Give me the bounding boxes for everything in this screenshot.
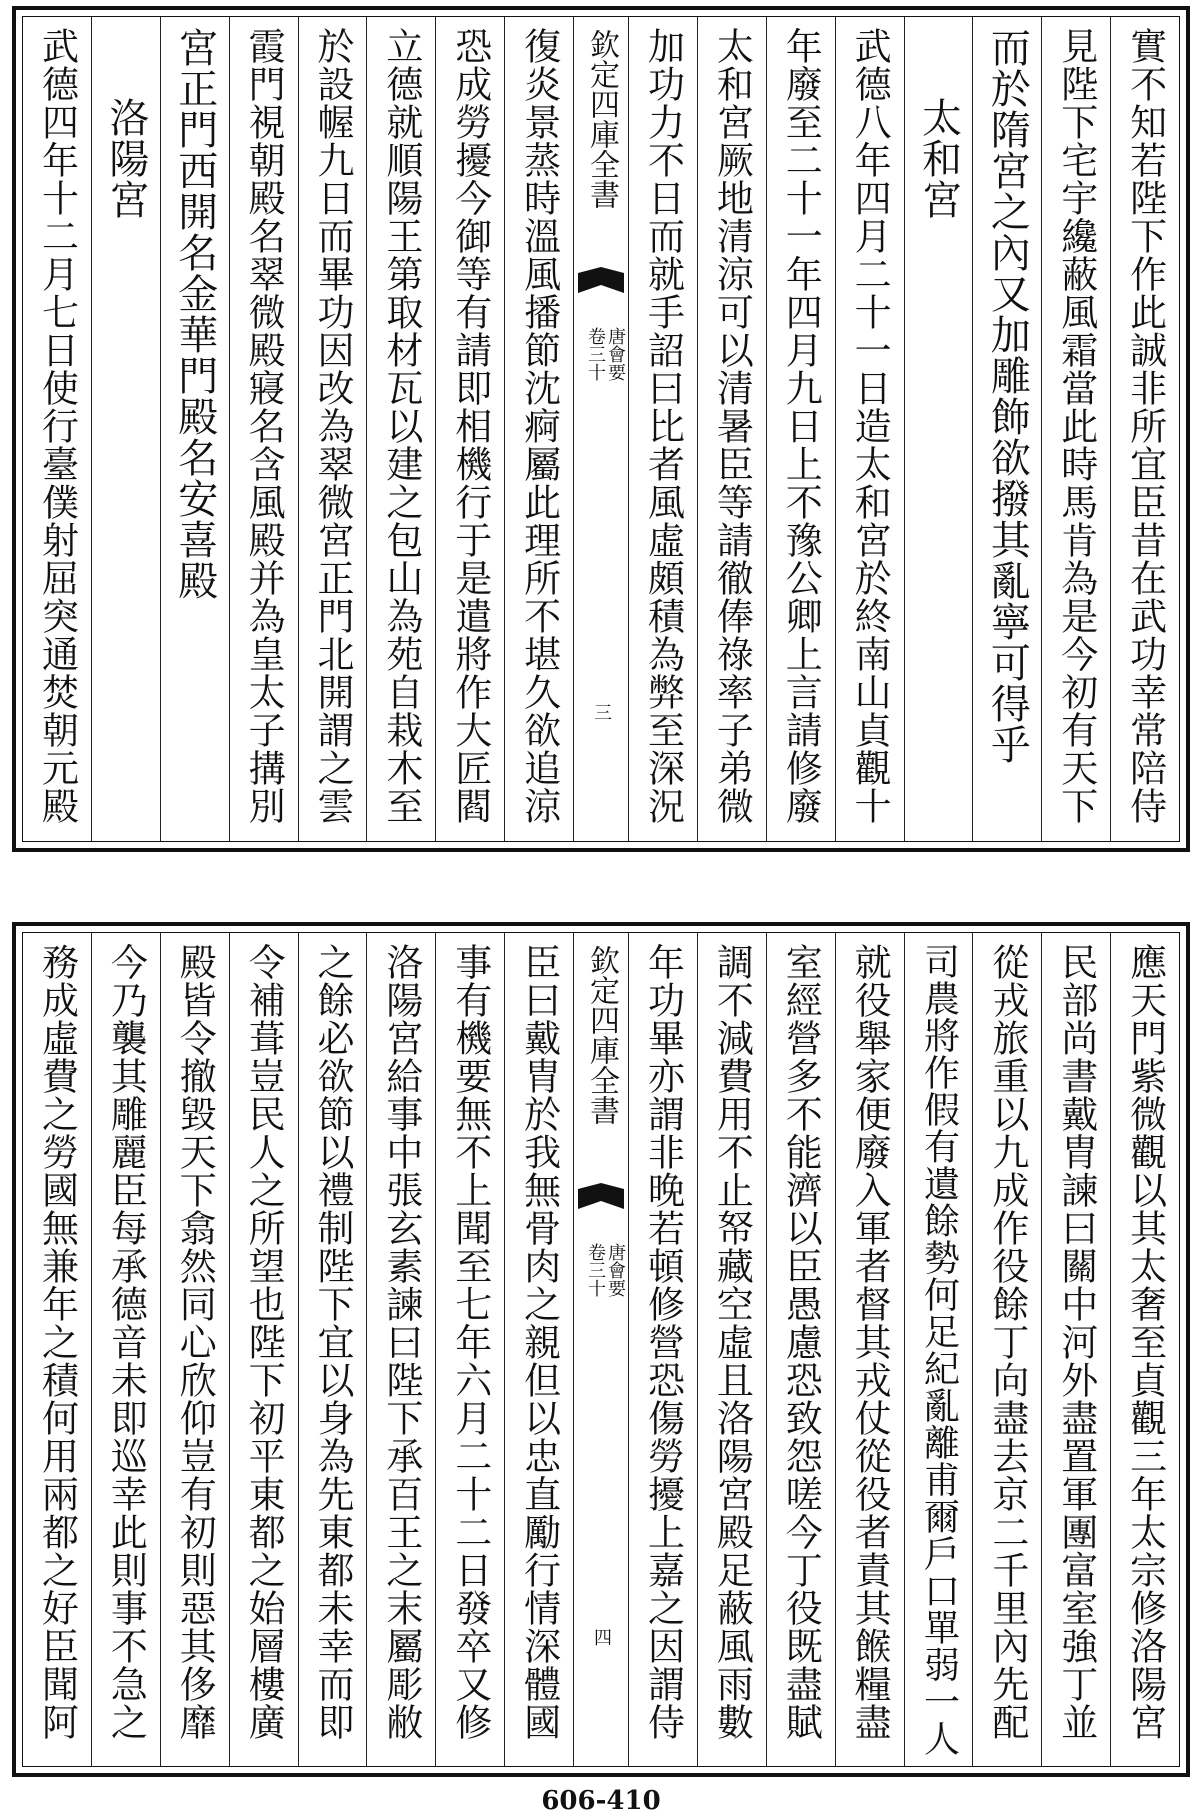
section-heading: 洛陽宮 [102, 97, 149, 220]
section-heading-column [904, 17, 973, 841]
text-column [972, 17, 1041, 841]
column-text: 室經營多不能濟以臣愚慮恐致怨嗟今丁役既盡賦 [779, 943, 823, 1741]
text-column [366, 933, 435, 1766]
top-page-frame [22, 16, 1180, 842]
column-text: 務成虛費之勞國無兼年之積何用兩都之好臣聞阿 [35, 943, 79, 1741]
section-heading: 太和宮 [915, 97, 962, 220]
column-text: 就役舉家便廢入軍者督其戎仗從役者責其餱糧盡 [848, 943, 892, 1741]
column-text: 之餘必欲節以禮制陛下宜以身為先東都未幸而即 [310, 943, 354, 1741]
center-fold-column [573, 17, 628, 841]
text-column [435, 933, 504, 1766]
text-column [229, 17, 298, 841]
text-column [972, 933, 1041, 1766]
column-text: 臣曰戴胄於我無骨肉之親但以忠直勵行情深體國 [517, 943, 561, 1741]
text-column [23, 933, 91, 1766]
volume-number: 卷三十 [585, 327, 606, 381]
column-text: 從戎旅重以九成作役餘丁向盡去京二千里內先配 [985, 943, 1029, 1741]
bottom-page [12, 922, 1190, 1777]
text-column [298, 933, 367, 1766]
top-page [12, 6, 1190, 852]
column-text: 霞門視朝殿名翠微殿寢名含風殿并為皇太子搆別 [242, 27, 286, 825]
text-column [366, 17, 435, 841]
column-text: 今乃襲其雕麗臣每承德音未即巡幸此則事不急之 [104, 943, 148, 1741]
book-title: 唐會要 [605, 327, 626, 381]
text-column [504, 933, 573, 1766]
column-text: 實不知若陛下作此誠非所宜臣昔在武功幸常陪侍 [1123, 27, 1167, 825]
volume-number: 卷三十 [585, 1243, 606, 1297]
fish-tail-mark-icon [578, 267, 624, 293]
text-column [23, 17, 91, 841]
column-text: 於設幄九日而畢功因改為翠微宮正門北開謂之雲 [310, 27, 354, 825]
text-column [628, 17, 697, 841]
text-column [1110, 17, 1179, 841]
column-text: 洛陽宮給事中張玄素諫曰陛下承百王之末屬彫敝 [379, 943, 423, 1741]
text-column [697, 17, 766, 841]
text-column [766, 933, 835, 1766]
book-title: 唐會要 [605, 1243, 626, 1297]
column-text: 應天門紫微觀以其太奢至貞觀三年太宗修洛陽宮 [1123, 943, 1167, 1741]
text-column [766, 17, 835, 841]
leaf-number: 三 [591, 703, 612, 721]
text-column [298, 17, 367, 841]
column-text: 而於隋宮之內又加雕飾欲撥其亂寧可得乎 [984, 27, 1031, 765]
text-column [835, 17, 904, 841]
library-title: 欽定四庫全書 [584, 29, 619, 209]
text-column [835, 933, 904, 1766]
column-text: 武德四年十二月七日使行臺僕射屈突通焚朝元殿 [35, 27, 79, 825]
text-column [229, 933, 298, 1766]
bottom-page-columns [23, 933, 1179, 1766]
top-page-columns [23, 17, 1179, 841]
column-text: 殿皆令撤毀天下翕然同心欣仰豈有初則惡其侈靡 [173, 943, 217, 1741]
column-text: 立德就順陽王第取材瓦以建之包山為苑自栽木至 [379, 27, 423, 825]
column-text: 年功畢亦謂非晚若頓修營恐傷勞擾上嘉之因謂侍 [641, 943, 685, 1741]
fish-tail-mark-icon [578, 1183, 624, 1209]
text-column [628, 933, 697, 1766]
text-column [160, 933, 229, 1766]
text-column [504, 17, 573, 841]
column-text: 見陛下宅宇纔蔽風霜當此時馬肯為是今初有天下 [1054, 27, 1098, 825]
page-number-footer: 606-410 [541, 1786, 661, 1816]
text-column [160, 17, 229, 841]
text-column [91, 933, 160, 1766]
center-fold-column [573, 933, 628, 1766]
column-text: 宮正門西開名金華門殿名安喜殿 [171, 27, 218, 601]
column-text: 民部尚書戴胄諫曰關中河外盡置軍團富室強丁並 [1054, 943, 1098, 1741]
column-text: 司農將作假有遺餘勢何足紀亂離甫爾戶口單弱一人 [918, 943, 960, 1757]
text-column [1041, 933, 1110, 1766]
section-heading-column [91, 17, 160, 841]
bottom-page-frame [22, 932, 1180, 1767]
text-column [435, 17, 504, 841]
leaf-number: 四 [591, 1628, 612, 1646]
column-text: 太和宮厥地清涼可以清暑臣等請徹俸祿率子弟微 [710, 27, 754, 825]
column-text: 事有機要無不上聞至七年六月二十二日發卒又修 [448, 943, 492, 1741]
column-text: 武德八年四月二十一日造太和宮於終南山貞觀十 [848, 27, 892, 825]
text-column [697, 933, 766, 1766]
text-column [904, 933, 973, 1766]
column-text: 復炎景蒸時溫風播節沈痾屬此理所不堪久欲追涼 [517, 27, 561, 825]
text-column [1110, 933, 1179, 1766]
text-column [1041, 17, 1110, 841]
column-text: 恐成勞擾今御等有請即相機行于是遣將作大匠閻 [448, 27, 492, 825]
column-text: 調不減費用不止帑藏空虛且洛陽宮殿足蔽風雨數 [710, 943, 754, 1741]
column-text: 加功力不日而就手詔曰比者風虛頗積為弊至深況 [641, 27, 685, 825]
library-title: 欽定四庫全書 [584, 945, 619, 1125]
column-text: 年廢至二十一年四月九日上不豫公卿上言請修廢 [779, 27, 823, 825]
column-text: 令補葺豈民人之所望也陛下初平東都之始層樓廣 [242, 943, 286, 1741]
